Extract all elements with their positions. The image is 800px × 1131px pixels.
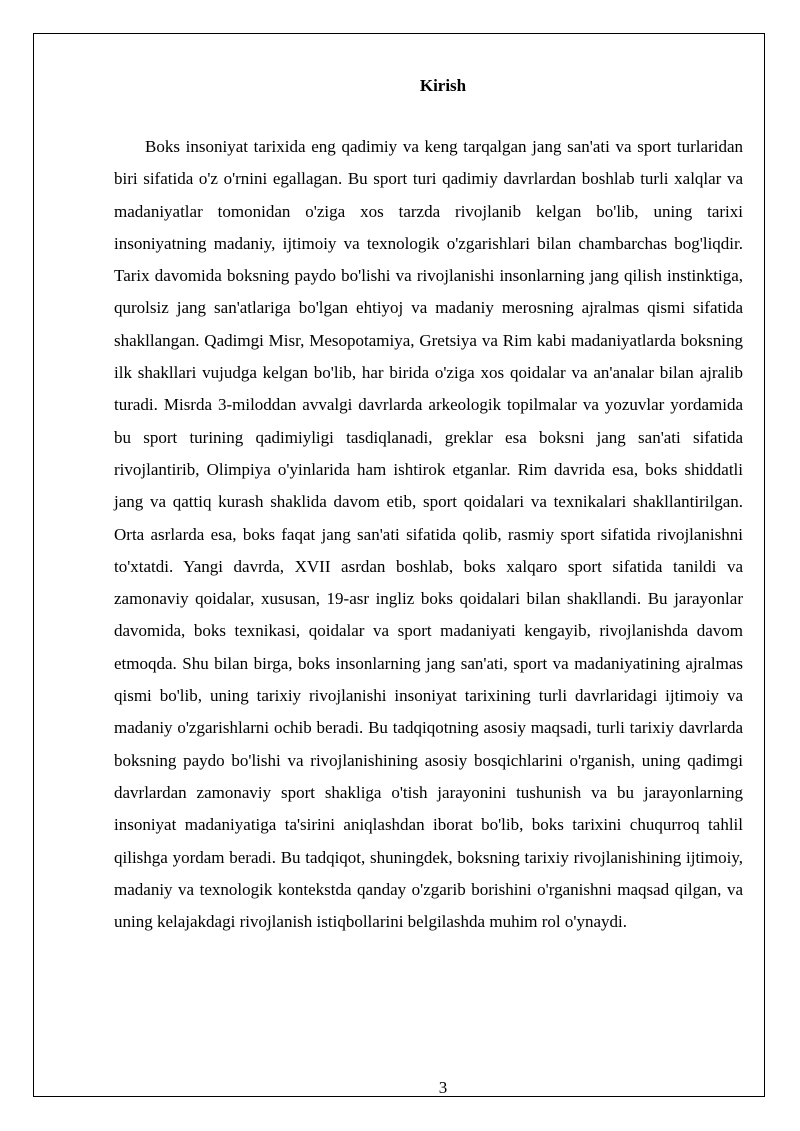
body-paragraph: Boks insoniyat tarixida eng qadimiy va keng tarqalgan jang san'ati va sport turlaridan biri sifatida o'z o'rnini egallagan. Bu sport turi qadimiy davrlardan boshlab turli xalqlar va madaniyatlar tomonidan o'ziga xos tarzda rivojlanib kelgan bo'lib, uning tarixi insoniyatning madaniy, ijtimoiy va texnologik o'zgarishlari bilan chambarchas bog'liqdir. Tarix davomida boksning paydo bo'lishi va rivojlanishi insonlarning jang qilish instinktiga, qurolsiz jang san'atlariga bo'lgan ehtiyoj va madaniy merosning ajralmas qismi sifatida shakllangan. Qadimgi Misr, Mesopotamiya, Gretsiya va Rim kabi madaniyatlarda boksning ilk shakllari vujudga kelgan bo'lib, har birida o'ziga xos qoidalar va an'analar bilan ajralib turadi. Misrda 3-miloddan avvalgi davrlarda arkeologik topilmalar va yozuvlar yordamida bu sport turining qadimiyligi tasdiqlanadi, greklar esa boksni jang san'ati sifatida rivojlantirib, Olimpiya o'yinlarida ham ishtirok etganlar. Rim davrida esa, boks shiddatli jang va qattiq kurash shaklida davom etib, sport qoidalari va texnikalari shakllantirilgan. Orta asrlarda esa, boks faqat jang san'ati sifatida qolib, rasmiy sport sifatida rivojlanishni to'xtatdi. Yangi davrda, XVII asrdan boshlab, boks xalqaro sport sifatida tanildi va zamonaviy qoidalar, xususan, 19-asr ingliz boks qoidalari bilan shakllandi. Bu jarayonlar davomida, boks texnikasi, qoidalar va sport madaniyati kengayib, rivojlanishda davom etmoqda. Shu bilan birga, boks insonlarning jang san'ati, sport va madaniyatining ajralmas qismi bo'lib, uning tarixiy rivojlanishi insoniyat tarixining turli davrlaridagi ijtimoiy va madaniy o'zgarishlarni ochib beradi. Bu tadqiqotning asosiy maqsadi, turli tarixiy davrlarda boksning paydo bo'lishi va rivojlanishining asosiy bosqichlarini o'rganish, uning qadimgi davrlardan zamonaviy sport shakliga o'tish jarayonini tushunish va bu jarayonlarning insoniyat madaniyatiga ta'sirini aniqlashdan iborat bo'lib, boks tarixini chuqurroq tahlil qilishga yordam beradi. Bu tadqiqot, shuningdek, boksning tarixiy rivojlanishining ijtimoiy, madaniy va texnologik kontekstda qanday o'zgarib borishini o'rganishni maqsad qilgan, va uning kelajakdagi rivojlanish istiqbollarini belgilashda muhim rol o'ynaydi.	[114, 137, 743, 932]
section-heading: Kirish	[419, 76, 467, 95]
page-number: 3	[438, 1078, 448, 1097]
